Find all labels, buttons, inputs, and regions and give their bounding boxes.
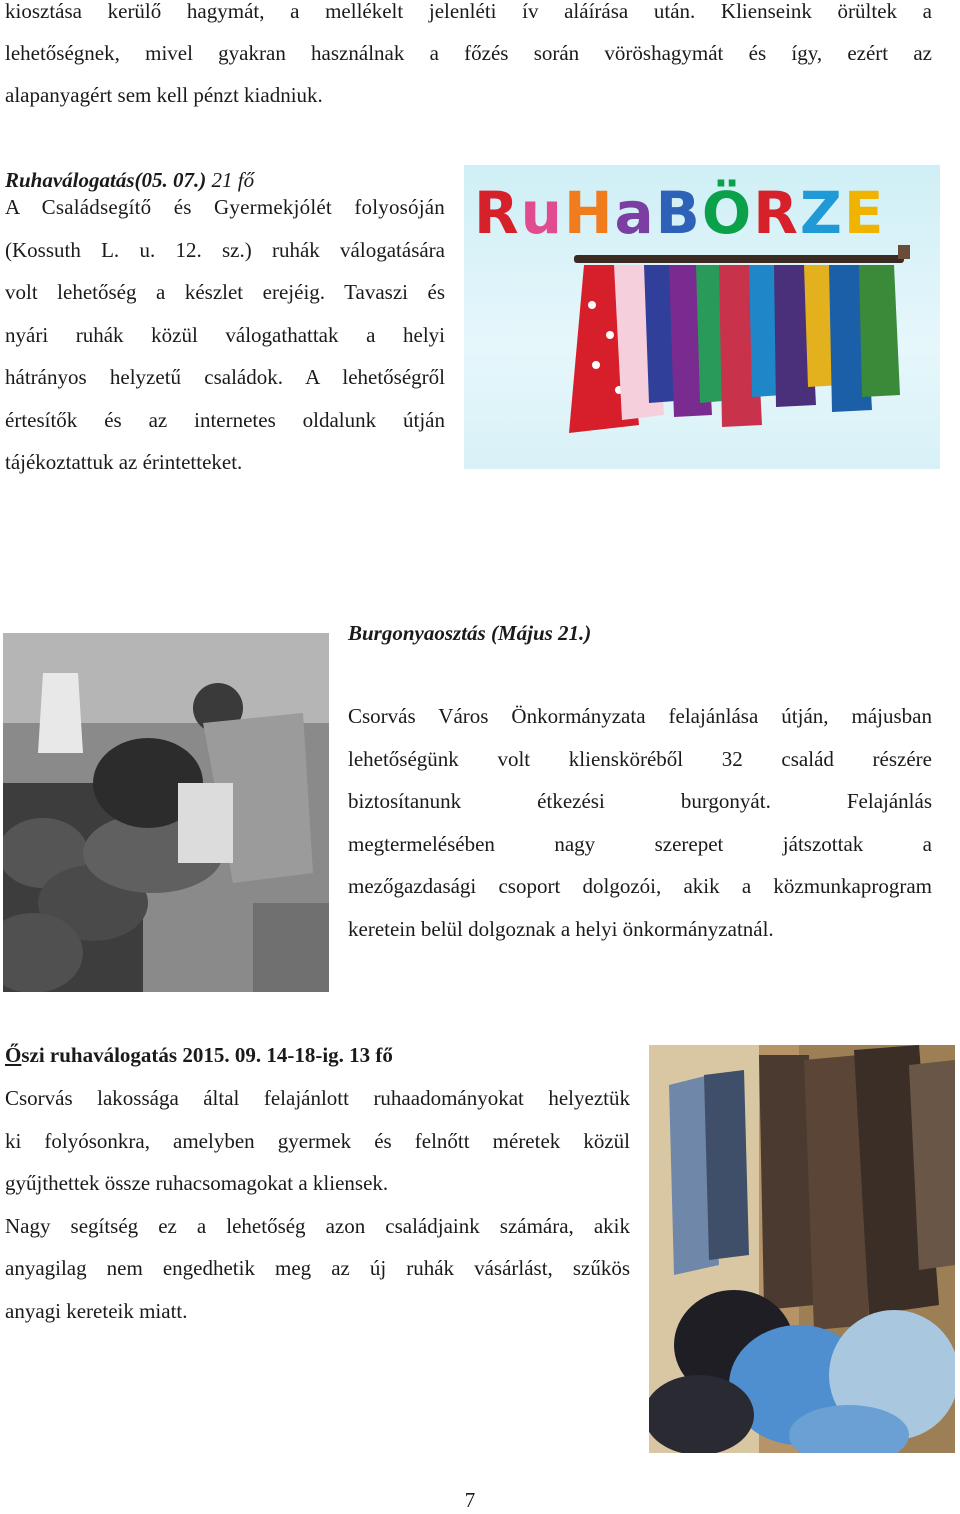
clothes-rack-illustration xyxy=(464,165,940,469)
section1-line: tájékoztattuk az érintetteket. xyxy=(5,450,243,474)
section3-line: Csorvás lakossága által felajánlott ruhaadományokat helyeztük xyxy=(5,1086,630,1110)
section3-line: anyagi kereteik miatt. xyxy=(5,1298,188,1323)
section1-line: nyári ruhák közül válogathattak a helyi xyxy=(5,322,445,347)
section3-body xyxy=(5,1077,630,1332)
section1-line: (Kossuth L. u. 12. sz.) ruhák válogatására xyxy=(5,237,445,262)
section3-title xyxy=(5,1040,630,1070)
section2-body xyxy=(348,695,932,950)
section1-line: hátrányos helyzetű családok. A lehetőségről xyxy=(5,365,445,389)
section3-line: Nagy segítség ez a lehetőség azon családjaink számára, akik xyxy=(5,1213,630,1238)
section1-line: értesítők és az internetes oldalunk útján xyxy=(5,407,445,432)
intro-line-1: kiosztása kerülő hagymát, a mellékelt jelenléti ív aláírása után. Klienseink örültek a xyxy=(5,0,932,23)
section1-body xyxy=(5,186,445,484)
section3-title-initial: Ő xyxy=(5,1043,22,1067)
intro-line-3: alapanyagért sem kell pénzt kiadniuk. xyxy=(5,83,323,107)
section2-line: lehetőségünk volt kliensköréből 32 család részére xyxy=(348,746,932,771)
intro-line-2: lehetőségnek, mivel gyakran használnak a főzés során vöröshagymát és így, ezért az xyxy=(5,41,932,65)
section1-title-rest: 21 fő xyxy=(206,168,255,192)
section3-line: gyűjthettek össze ruhacsomagokat a kliensek. xyxy=(5,1171,389,1195)
section2-line: mezőgazdasági csoport dolgozói, akik a közmunkaprogram xyxy=(348,874,932,898)
section3-line: ki folyósonkra, amelyben gyermek és felnőtt méretek közül xyxy=(5,1128,630,1153)
section2-title: Burgonyaosztás (Május 21.) xyxy=(348,621,592,645)
section1-line: A Családsegítő és Gyermekjólét folyosóján xyxy=(5,195,445,219)
potato-photo xyxy=(3,633,329,992)
section2-line: keretein belül dolgoznak a helyi önkormányzatnál. xyxy=(348,916,774,941)
section3-title-rest: szi ruhaválogatás 2015. 09. 14-18-ig. 13 fő xyxy=(21,1043,393,1067)
coats-photo xyxy=(649,1045,955,1453)
page-number: 7 xyxy=(464,1488,476,1512)
section2-line: biztosítanunk étkezési burgonyát. Felajánlás xyxy=(348,789,932,813)
ruhaborze-image xyxy=(464,165,940,469)
section2-line: Csorvás Város Önkormányzata felajánlása útján, májusban xyxy=(348,704,932,728)
potato-distribution-photo xyxy=(3,633,329,992)
donated-clothes-photo xyxy=(649,1045,955,1453)
ruhaborze-logo-text: RuHaBÖRZE xyxy=(474,179,886,247)
section3-line: anyagilag nem engedhetik meg az új ruhák vásárlást, szűkös xyxy=(5,1256,630,1280)
section1-title-italic: Ruhaválogatás(05. 07.) xyxy=(5,168,207,192)
section1-line: volt lehetőség a készlet erejéig. Tavaszi és xyxy=(5,280,445,304)
section2-line: megtermelésében nagy szerepet játszottak a xyxy=(348,831,932,856)
